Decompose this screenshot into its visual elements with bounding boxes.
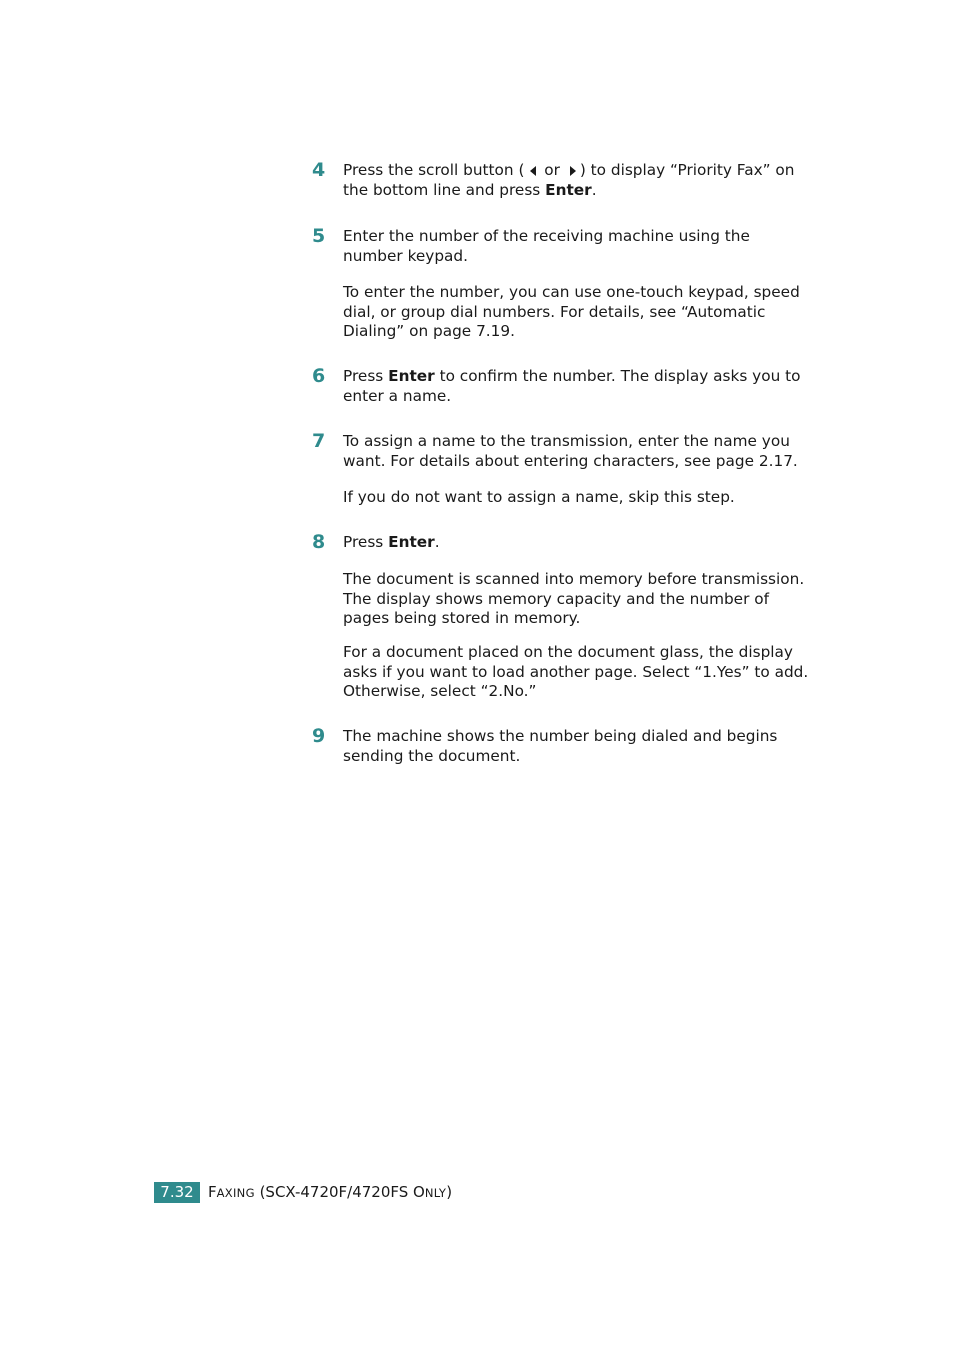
step-6-text-b: to confirm the number. The display asks you to enter a name. — [343, 367, 801, 405]
step-number-8: 8 — [312, 531, 326, 553]
chapter-title-end: ) — [446, 1183, 453, 1201]
step-4-text — [343, 161, 813, 200]
step-7-note: If you do not want to assign a name, skip this step. — [343, 488, 735, 506]
step-6-text — [343, 367, 813, 406]
step-4-text-b: ) to display “Priority Fax” on the bottom line and press — [343, 161, 795, 199]
step-6-text-a: Press — [343, 367, 389, 385]
chapter-title — [208, 1182, 452, 1204]
step-number-7: 7 — [312, 430, 326, 452]
page-number-badge: 7.32 — [154, 1182, 200, 1203]
step-4-text-a: Press the scroll button ( — [343, 161, 525, 179]
step-number-6: 6 — [312, 365, 326, 387]
step-7-text: To assign a name to the transmission, enter the name you want. For details about entering characters, see page 2.17. — [343, 432, 798, 470]
step-8-text — [343, 533, 813, 553]
enter-key-label: Enter — [388, 533, 435, 551]
right-arrow-icon — [570, 166, 576, 176]
step-5-note: To enter the number, you can use one-touch keypad, speed dial, or group dial numbers. For details, see “Automatic Dialing” on page 7.19. — [343, 283, 800, 340]
left-arrow-icon — [530, 166, 536, 176]
step-8-note-2: For a document placed on the document glass, the display asks if you want to load another page. Select “1.Yes” to add. Otherwise, select “2.No.” — [343, 643, 809, 700]
step-8-text-end: . — [434, 533, 440, 551]
chapter-title-sc1: AXING — [216, 1186, 255, 1200]
enter-key-label: Enter — [388, 367, 435, 385]
step-8-note-1: The document is scanned into memory before transmission. The display shows memory capacity and the number of pages being stored in memory. — [343, 570, 805, 627]
chapter-title-mid: (SCX-4720F/4720FS O — [254, 1183, 425, 1201]
chapter-title-sc2: NLY — [424, 1186, 447, 1200]
enter-key-label: Enter — [545, 180, 592, 199]
step-4-or: or — [539, 161, 565, 179]
step-9-text: The machine shows the number being dialed and begins sending the document. — [343, 727, 778, 765]
chapter-title-f: F — [208, 1183, 217, 1201]
step-number-5: 5 — [312, 225, 326, 247]
step-number-4: 4 — [312, 159, 326, 181]
step-4-text-end: . — [591, 180, 597, 199]
step-8-text-a: Press — [343, 533, 389, 551]
step-5-text: Enter the number of the receiving machine using the number keypad. — [343, 227, 750, 265]
step-number-9: 9 — [312, 725, 326, 747]
